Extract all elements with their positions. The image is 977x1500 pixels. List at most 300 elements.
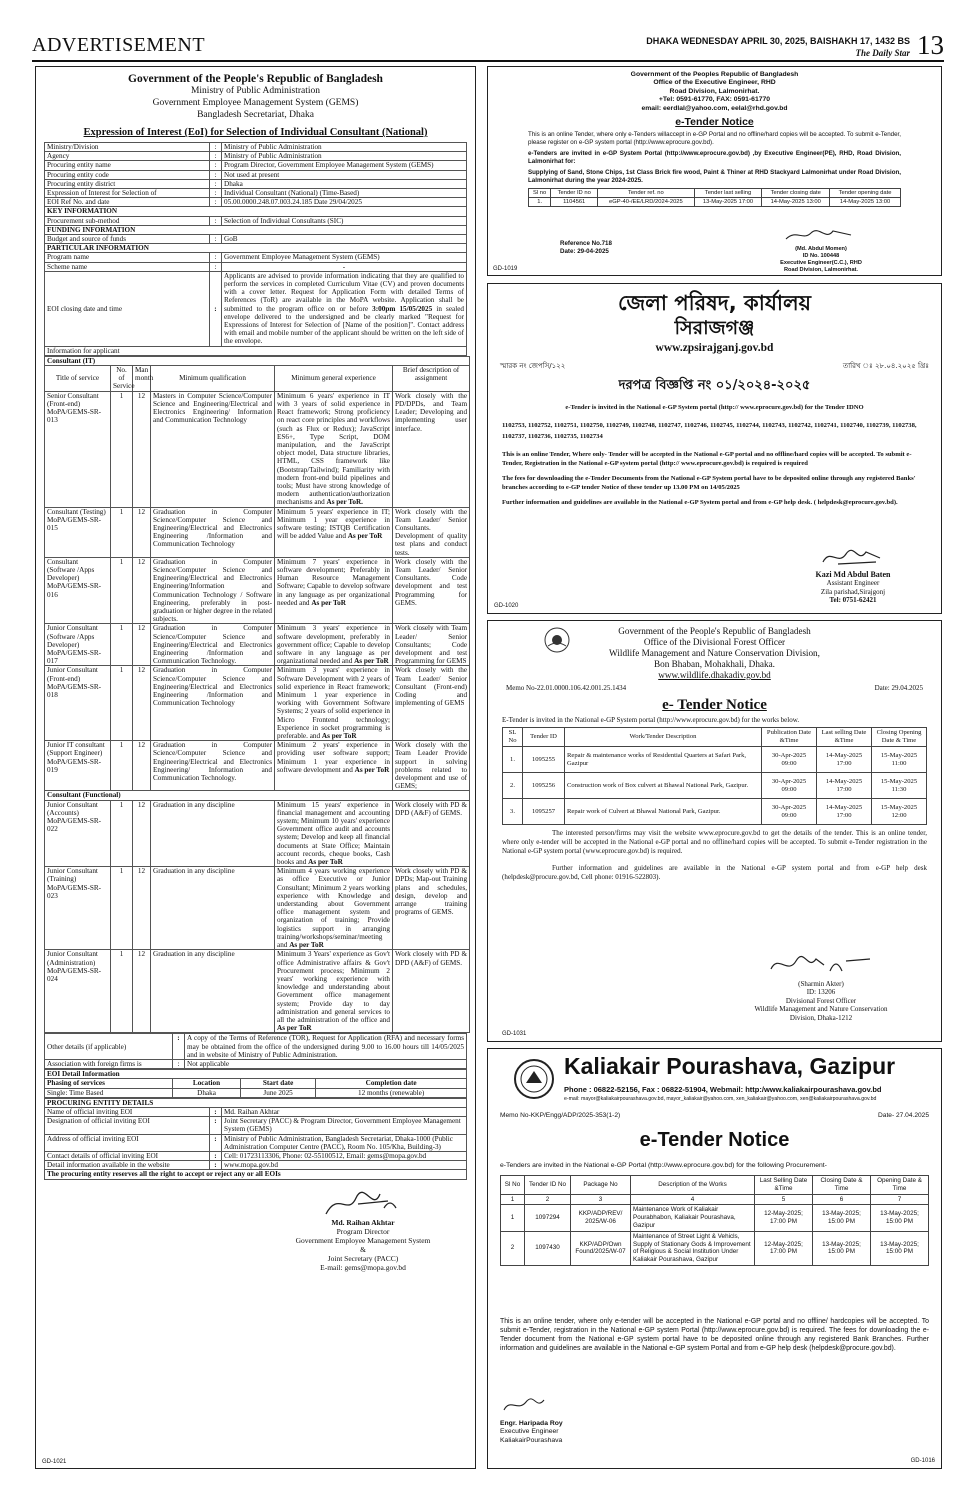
- consultant-it-label: Consultant (IT): [45, 356, 470, 365]
- forest-date: Date: 29.04.2025: [874, 684, 923, 692]
- key-info-label: KEY INFORMATION: [45, 207, 467, 216]
- forest-memo: Memo No-22.01.0000.106.42.001.25.1434: [506, 684, 627, 692]
- service-experience: [275, 391, 393, 507]
- colon: :: [210, 253, 222, 262]
- forest-division-line: Wildlife Management and Nature Conservation Division,: [609, 648, 820, 658]
- signature-image: [766, 951, 876, 977]
- rhd-col-opening: Tender opening date: [830, 189, 901, 198]
- zila-memo: স্মারক নং জেপসি/১২২: [500, 362, 566, 370]
- entity-value: Md. Raihan Akhtar: [222, 1107, 467, 1116]
- info-row: [45, 198, 467, 207]
- rhd-tender-ad: [487, 66, 942, 276]
- procuring-row: [45, 1098, 467, 1107]
- service-description: Work closely with PD & DPDs; Map-out Training plans and schedules, design, develop and arrange training programs of GEMS.: [393, 867, 470, 950]
- kali-cell: 1097294: [525, 1205, 571, 1231]
- info-applicant-label: Information for applicant: [45, 346, 467, 355]
- services-header: [45, 366, 470, 392]
- zila-title: জেলা পরিষদ, কার্যালয়: [617, 291, 812, 315]
- zila-p2: This is an online Tender, Where only- Tender will be accepted in the National e-GP portal and no offline/hard copies will be accepted. To submit e-Tender, Registration in the National e-GP system portal (http:// www.eprocure.gov.bd) is required is required: [502, 451, 912, 467]
- service-row: [45, 391, 470, 507]
- experience-tor: As per ToR: [321, 732, 357, 741]
- rhd-col-closing: Tender closing date: [762, 189, 830, 198]
- kali-cell: 13-May-2025; 15:00 PM: [813, 1205, 871, 1231]
- service-row: [45, 741, 470, 791]
- kali-cell: 13-May-2025; 15:00 PM: [813, 1231, 871, 1265]
- kali-number-cell: 2: [525, 1194, 571, 1205]
- forest-row: [503, 747, 927, 773]
- eoi-detail-row: [45, 1070, 467, 1079]
- colon: :: [210, 262, 222, 271]
- entity-value: Cell: 01723113306, Phone: 02-55100512, Email: gems@mopa.gov.bd: [222, 1151, 467, 1160]
- kali-memo-row: [500, 1112, 929, 1123]
- procurement-row: [45, 216, 467, 225]
- service-experience: [275, 741, 393, 791]
- location-value: Dhaka: [173, 1088, 241, 1097]
- procurement-value: Selection of Individual Consultants (SIC): [222, 216, 467, 225]
- zila-website: www.zpsirajganj.gov.bd: [655, 342, 774, 354]
- kali-date: Date- 27.04.2025: [878, 1112, 929, 1119]
- info-value: Dhaka: [222, 179, 467, 188]
- eoi-signature-block: [259, 1186, 467, 1272]
- forest-cell: Construction work of Box culvert at Bhawal National Park, Gazipur.: [565, 773, 762, 799]
- zila-p1: e-Tender is invited in the National e-GP System portal (http:// www.eprocure.gov.bd) for the Tender IDNO: [565, 404, 864, 411]
- colon: :: [210, 216, 222, 225]
- colon: :: [210, 235, 222, 244]
- forest-cell: 1095255: [523, 747, 565, 773]
- forest-row: [503, 799, 927, 825]
- info-applicant-row: [45, 346, 467, 355]
- forest-cell: 14-May-2025 17:00: [817, 773, 872, 799]
- zila-signer-tel: Tel: 0751-62421: [829, 596, 877, 604]
- rhd-cell: 14-May-2025 13:00: [830, 198, 901, 207]
- closing-text-b: in sealed envelope delivered to the undersigned and be clearly marked "Request for Expressions of Interest for Selection of [Name of the position]". Contact address with email and mobile number of the applicant should be written on the left side of the envelope.: [224, 304, 464, 346]
- forest-cell: 1095257: [523, 799, 565, 825]
- service-man-month: 12: [133, 391, 151, 507]
- signature-image: [818, 546, 888, 568]
- gd-code: GD-1021: [42, 1459, 67, 1465]
- forest-cell: Repair & maintenance works of Residential Quarters at Safari Park, Gazipur: [565, 747, 762, 773]
- service-title: Junior Consultant (Administration) MoPA/GEMS-SR-024: [45, 950, 111, 1033]
- info-value: 05.00.0000.248.07.003.24.185 Date 29/04/2025: [222, 198, 467, 207]
- experience-text: Minimum 3 years' experience in software development, preferably in government office; Capable to develop software in any language as per organizational needed and: [277, 624, 390, 666]
- rhd-col-id: Tender ID no: [551, 189, 598, 198]
- forest-gov-line: Government of the People's Republic of Bangladesh: [618, 626, 811, 636]
- forest-cell: 15-May-2025 11:30: [872, 773, 927, 799]
- kali-col-sl: Sl No: [501, 1176, 525, 1195]
- procuring-label: PROCURING ENTITY DETAILS: [45, 1098, 467, 1107]
- rhd-signer-id: ID No. 100448: [802, 253, 840, 259]
- rhd-title: e-Tender Notice: [675, 116, 754, 129]
- association-row: [45, 1059, 467, 1068]
- forest-cell: 30-Apr-2025 09:00: [762, 773, 817, 799]
- colon: :: [210, 198, 222, 207]
- service-title: Consultant (Testing) MoPA/GEMS-SR-015: [45, 507, 111, 557]
- rhd-col-sl: Sl no: [529, 189, 551, 198]
- service-title: Junior Consultant (Accounts) MoPA/GEMS-SR-022: [45, 800, 111, 867]
- forest-cell: 15-May-2025 11:00: [872, 747, 927, 773]
- col-no: No. of Service: [111, 366, 133, 392]
- service-title: Junior Consultant (Software /Apps Developer) MoPA/GEMS-SR-017: [45, 624, 111, 666]
- eoi-title: Expression of Interest (EoI) for Selection of Individual Consultant (National): [83, 127, 428, 138]
- particular-row: [45, 244, 467, 253]
- forest-signer-city: Division, Dhaka-1212: [789, 1013, 853, 1022]
- budget-label: Budget and source of funds: [45, 235, 210, 244]
- service-man-month: 12: [133, 950, 151, 1033]
- forest-cell: 30-Apr-2025 09:00: [762, 799, 817, 825]
- key-info-row: [45, 207, 467, 216]
- service-count: 1: [111, 391, 133, 507]
- service-qualification: Graduation in Computer Science/Computer Science and Engineering/Electrical and Electronics Engineering /Information and Communication Technology: [151, 666, 275, 741]
- rhd-date: Date: 29-04-2025: [560, 248, 609, 255]
- scheme-row: [45, 262, 467, 271]
- eoi-ministry-line: Ministry of Public Administration: [190, 86, 321, 96]
- info-label: EOI Ref No. and date: [45, 198, 210, 207]
- kali-col-id: Tender ID No: [525, 1176, 571, 1195]
- service-description: Work closely with PD & DPD (A&F) of GEMS.: [393, 800, 470, 867]
- service-qualification: Graduation in Computer Science/Computer Science and Engineering/Electrical and Electronics Engineering/ Information and Communication Technology.: [151, 741, 275, 791]
- info-label: Procuring entity district: [45, 179, 210, 188]
- service-description: Work closely with PD & DPD (A&F) of GEMS.: [393, 950, 470, 1033]
- kaliakair-tender-ad: [487, 1048, 942, 1469]
- gd-code: GD-1031: [502, 1031, 527, 1037]
- rhd-ref: Reference No.718: [560, 240, 612, 247]
- forest-cell: Repair work of Culvert at Bhawal National Park, Gazipur.: [565, 799, 762, 825]
- budget-value: GoB: [222, 235, 467, 244]
- service-row: [45, 666, 470, 741]
- info-value: Ministry of Public Administration: [222, 143, 467, 152]
- particular-label: PARTICULAR INFORMATION: [45, 244, 467, 253]
- info-row: [45, 161, 467, 170]
- kali-number-cell: 1: [501, 1194, 525, 1205]
- service-title: Consultant (Software /Apps Developer) MoPA/GEMS-SR-016: [45, 557, 111, 624]
- info-label: Procuring entity code: [45, 170, 210, 179]
- other-details-label: Other details (if applicable): [45, 1034, 173, 1060]
- kali-table-wrap: [500, 1175, 929, 1266]
- procurement-label: Procurement sub-method: [45, 216, 210, 225]
- experience-text: Minimum 6 years' experience in IT with 3 years of solid experience in React framework; Strong proficiency on react core principles and workflows (such as Flux or Redux); JavaScript ES6+, Type Script, DOM manipulation, and the JavaScript object model, Data structure libraries, HTML, CSS framework like (Bootstrap/Tailwind); Familiarity with modern front-end build pipelines and tools; Must have strong knowledge of modern authentication/authorization mechanisms and: [277, 391, 390, 507]
- closing-row: [45, 271, 467, 346]
- kali-cell: 1097430: [525, 1231, 571, 1265]
- rhd-gov-line: Government of the Peoples Republic of Bangladesh: [630, 71, 799, 78]
- experience-text: Minimum 3 Years' experience as Gov't office Administrative affairs & Gov't Procurement process; Minimum 2 years' working experience with knowledge and understanding about Government office management system; Provide day to day administration and general services to all the administration of the office and: [277, 950, 390, 1024]
- info-label: Expression of Interest for Selection of: [45, 189, 210, 198]
- kali-signature-block: [500, 1394, 563, 1445]
- kali-number-cell: 6: [813, 1194, 871, 1205]
- kali-cell: 13-May-2025; 15:00 PM: [871, 1205, 929, 1231]
- rhd-division-line: Road Division, Lalmonirhat.: [669, 87, 760, 95]
- completion-col: Completion date: [316, 1079, 467, 1088]
- entity-row: [45, 1151, 467, 1160]
- rhd-signer-title: Executive Engineer(C.C.), RHD: [780, 260, 862, 266]
- eoi-details-table: [44, 1033, 467, 1069]
- service-man-month: 12: [133, 867, 151, 950]
- service-experience: [275, 624, 393, 666]
- bangladesh-emblem-icon: [544, 627, 570, 658]
- signer-title-2: Joint Secretary (PACC): [327, 1253, 399, 1263]
- association-label: Association with foreign firms is: [45, 1059, 173, 1068]
- colon: :: [210, 1134, 222, 1151]
- experience-tor: As per ToR: [277, 1024, 312, 1033]
- forest-address-line: Bon Bhaban, Mohakhali, Dhaka.: [654, 659, 775, 669]
- closing-deadline: 3:00pm 15/05/2025: [372, 304, 433, 313]
- colon: :: [210, 1107, 222, 1116]
- kali-signer-name: Engr. Haripada Roy: [500, 1419, 563, 1427]
- kali-cell: 12-May-2025; 17:00 PM: [755, 1205, 813, 1231]
- rhd-p3: Supplying of Sand, Stone Chips, 1st Class Brick fire wood, Paint & Thiner at RHD Stackyard Lalmonirhat under Road Division, Lalmonirhat during the year 2024-2025.: [528, 169, 901, 185]
- rhd-office-line: Office of the Executive Engineer, RHD: [653, 79, 776, 87]
- entity-label: Detail information available in the website: [45, 1161, 210, 1170]
- zila-p4: Further information and guidelines are available in the National e-GP System portal and from e-GP help desk. ( helpdesk@eprocure.gov.bd).: [502, 499, 898, 506]
- service-experience: [275, 800, 393, 867]
- rhd-table: [528, 188, 901, 207]
- colon: :: [210, 143, 222, 152]
- experience-text: Minimum 4 years working experience as office Executive or Junior Consultant; Minimum 2 years working experience with Knowledge and understanding about Government office management system and organization of training; Provide logistics support in arranging training/workshops/seminar/meeting and: [277, 867, 390, 950]
- forest-memo-row: [506, 684, 923, 695]
- info-label: Ministry/Division: [45, 143, 210, 152]
- closing-text-a: Applicants are advised to provide information indicating that they are qualified to perform the services in completed Curriculum Vitae (CV) and proven documents with a cover letter. Request for Application Form with detailed Terms of References (ToR) are available in the MoPA website. Application shall be submitted to the program office on or before: [224, 271, 464, 313]
- kali-p1: This is an online tender, where only e-tender will be accepted in the National e-GP portal and no offline/ hardcopies will be accepted. To submit e-Tender, registration in the National e-GP system Portal (http://www.eprocure.gov.bd) is required. The fees for downloading the e-Tender document from the National e-GP system portal have to be deposited online through any registered Bank Branches. Further information and guidelines are available in the National e-GP system Portal and from e-GP help desk (helpdesk@procure.gov.bd).: [500, 1318, 929, 1352]
- entity-row: [45, 1161, 467, 1170]
- rhd-signature-block: [766, 227, 876, 274]
- gd-code: GD-1019: [493, 266, 518, 272]
- service-title: Junior Consultant (Front-end) MoPA/GEMS-SR-018: [45, 666, 111, 741]
- service-man-month: 12: [133, 507, 151, 557]
- rhd-p2: e-Tenders are invited in e-GP System Portal (http://www.eprocure.gov.bd) ,by Executive Engineer(PE), RHD, Road Division, Lalmonirhat for:: [528, 150, 901, 166]
- service-man-month: 12: [133, 624, 151, 666]
- zila-parishad-ad: [487, 283, 942, 614]
- kali-signer-title: Executive Engineer: [500, 1428, 559, 1436]
- forest-col-sl: SL No: [503, 728, 523, 747]
- experience-tor: As per ToR: [311, 598, 346, 607]
- kali-phone: Phone : 06822-52156, Fax : 06822-51904, Webmail: http:/www.kaliakairpourashava.gov.bd: [564, 1085, 882, 1094]
- service-qualification: Graduation in Computer Science/Computer Science and Engineering/Electrical and Electronics Engineering /Information and Communication Technology.: [151, 624, 275, 666]
- col-title: Title of service: [45, 366, 111, 392]
- experience-tor: As per ToR: [354, 765, 390, 774]
- service-man-month: 12: [133, 741, 151, 791]
- forest-header-row: [503, 728, 927, 747]
- rhd-p1: This is an online Tender, where only e-Tenders willaccept in e-GP Portal and no offline/hard copies will be accepted. To submit e-Tender, please register on e-GP system portal (http://www.eprocure.gov.bd).: [528, 131, 901, 147]
- entity-label: Name of official inviting EOI: [45, 1107, 210, 1116]
- kali-number-cell: 5: [755, 1194, 813, 1205]
- closing-value: [222, 271, 467, 346]
- forest-office-line: Office of the Divisional Forest Officer: [643, 637, 786, 647]
- forest-signer-name: (Sharmin Akter): [798, 979, 844, 988]
- service-qualification: Graduation in any discipline: [151, 800, 275, 867]
- other-details-value: A copy of the Terms of Reference (TOR), Request for Application (RFA) and necessary forms may be obtained from the office of the undersigned during 9.00 to 16.00 hours till 14/05/2025 and in website of Ministry of Public Administration.: [185, 1034, 467, 1060]
- zila-signer-name: Kazi Md Abdul Baten: [815, 569, 891, 579]
- experience-text: Minimum 2 years' experience in providing user software support; Minimum 1 year experience in software development and: [277, 741, 390, 774]
- dateline: DHAKA WEDNESDAY APRIL 30, 2025, BAISHAKH 17, 1432 BS: [646, 36, 910, 46]
- program-value: Government Employee Management System (GEMS): [222, 253, 467, 262]
- consultant-fn-row: [45, 791, 470, 800]
- kali-email: e-mail: mayor@kaliakairpourashava.gov.bd, mayor_kaliakair@yahoo.com, xen_kaliakair@yahoo.com, xen@kaliakairpourashava.gov.bd: [564, 1096, 877, 1102]
- info-value: Not used at present: [222, 170, 467, 179]
- info-label: Procuring entity name: [45, 161, 210, 170]
- program-row: [45, 253, 467, 262]
- kali-number-cell: 3: [571, 1194, 631, 1205]
- kali-notice: e-Tender Notice: [639, 1129, 790, 1151]
- signer-email: E-mail: gems@mopa.gov.bd: [320, 1262, 406, 1272]
- info-row: [45, 152, 467, 161]
- col-qual: Minimum qualification: [151, 366, 275, 392]
- info-label: Agency: [45, 152, 210, 161]
- forest-signer-title: Divisional Forest Officer: [785, 996, 857, 1005]
- scheme-value: -: [222, 262, 467, 271]
- forest-col-id: Tender ID: [523, 728, 565, 747]
- info-value: Individual Consultant (National) (Time-Based): [222, 189, 467, 198]
- kali-cell: 13-May-2025; 15:00 PM: [871, 1231, 929, 1265]
- rhd-signer-name: (Md. Abdul Momen): [795, 246, 847, 252]
- experience-tor: As per ToR: [289, 941, 324, 950]
- forest-cell: 14-May-2025 17:00: [817, 799, 872, 825]
- signature-image: [781, 227, 861, 243]
- phase-value: Single: Time Based: [45, 1088, 173, 1097]
- kali-col-desc: Description of the Works: [631, 1176, 755, 1195]
- kali-number-row: [501, 1194, 929, 1205]
- service-description: Work closely with the Team Leader/ Senior Consultants. Code development and test Programming for GEMS.: [393, 557, 470, 624]
- service-qualification: Graduation in Computer Science/Computer Science and Engineering/Electrical and Electronics Engineering/Information and Communication Technology / Software Engineering, preferably in post-graduation or higher degree in the related subjects.: [151, 557, 275, 624]
- forest-signer-id: ID: 13206: [806, 988, 836, 997]
- service-qualification: Graduation in any discipline: [151, 867, 275, 950]
- colon: :: [210, 161, 222, 170]
- forest-cell: 1095256: [523, 773, 565, 799]
- other-details-row: [45, 1034, 467, 1060]
- service-count: 1: [111, 950, 133, 1033]
- service-experience: [275, 507, 393, 557]
- rhd-cell: 14-May-2025 13:00: [762, 198, 830, 207]
- page-number: 13: [917, 30, 944, 60]
- completion-value: 12 months (renewable): [316, 1088, 467, 1097]
- entity-value: Joint Secretary (PACC) & Program Director, Government Employee Management System (GEMS): [222, 1117, 467, 1134]
- service-description: Work closely with the Team Leader/ Senior Consultants. Development of quality test plans and conduct tests.: [393, 507, 470, 557]
- kali-col-selling: Last Selling Date &Time: [755, 1176, 813, 1195]
- kali-signer-office: KaliakairPourashava: [500, 1436, 563, 1444]
- newspaper-name: The Daily Star: [855, 48, 910, 58]
- zila-p3: The fees for downloading the e-Tender Documents from the National e-GP System portal have to be deposited online through any registered Banks' branches according to e-GP tender Notice of these tender up 13.00 PM on 14/05/2025: [502, 475, 916, 491]
- service-row: [45, 950, 470, 1033]
- zila-subtitle: সিরাজগঞ্জ: [674, 317, 755, 339]
- start-col: Start date: [241, 1079, 316, 1088]
- forest-cell: 2.: [503, 773, 523, 799]
- forest-signer-division: Wildlife Management and Nature Conservation: [754, 1005, 888, 1014]
- service-description: Work closely with Team Leader/ Senior Consultants; Code development and test Programming for GEMS: [393, 624, 470, 666]
- entity-row: [45, 1134, 467, 1151]
- service-experience: [275, 950, 393, 1033]
- service-qualification: Graduation in any discipline: [151, 950, 275, 1033]
- scheme-label: Scheme name: [45, 262, 210, 271]
- colon: :: [210, 1117, 222, 1134]
- budget-row: [45, 235, 467, 244]
- info-row: [45, 189, 467, 198]
- funding-row: [45, 225, 467, 234]
- zila-signer-office: Zila parishad,Sirajgonj: [820, 587, 886, 596]
- service-experience: [275, 557, 393, 624]
- service-count: 1: [111, 741, 133, 791]
- pourashava-logo-icon: [514, 1059, 554, 1104]
- kali-cell: 12-May-2025; 17:00 PM: [755, 1231, 813, 1265]
- experience-tor: As per ToR.: [326, 498, 363, 507]
- experience-text: Minimum 5 years' experience in IT; Minimum 1 year experience in software testing; ISTQB Certification will be added Value and: [277, 507, 390, 541]
- rhd-col-ref: Tender ref. no: [598, 189, 695, 198]
- experience-text: Minimum 3 years' experience in Software Development with 2 years of solid experience in React framework; Minimum 1 year experience in working with Government Software Systems; 2 years of solid experience in Micro Frontend technology; Experience in socket programming is preferable. and: [277, 666, 390, 741]
- association-value: Not applicable: [185, 1059, 467, 1068]
- service-count: 1: [111, 666, 133, 741]
- forest-cell: 3.: [503, 799, 523, 825]
- experience-tor: As per ToR: [354, 657, 389, 666]
- experience-text: Minimum 7 years' experience in software development; Preferably in Human Resource Management Software; Capable to develop software in any language as per organizational needed and: [277, 557, 390, 607]
- kali-cell: Maintenance of Street Light & Vehicls, Supply of Stationary Gods & Improvement of Religious & Social Institution Under Kaliakair Pourashava, Gazipur: [631, 1231, 755, 1265]
- zila-heading: দরপত্র বিজ্ঞপ্তি নং ০১/২০২৪-২০২৫: [618, 378, 811, 393]
- entity-value: www.mopa.gov.bd: [222, 1161, 467, 1170]
- colon: :: [173, 1059, 185, 1068]
- service-experience: [275, 867, 393, 950]
- zila-date: তারিখ ঃ ২৮.০৪.২০২৫ খ্রিঃ: [842, 362, 929, 370]
- forest-website: www.wildlife.dhakadiv.gov.bd: [658, 670, 771, 680]
- eoi-info-table: [44, 142, 467, 356]
- service-row: [45, 800, 470, 867]
- phase-row: [45, 1088, 467, 1097]
- signer-org: Government Employee Management System: [295, 1235, 431, 1245]
- service-count: 1: [111, 624, 133, 666]
- service-row: [45, 624, 470, 666]
- rhd-col-selling: Tender last selling: [694, 189, 762, 198]
- consultant-it-row: [45, 356, 470, 365]
- signer-title: Program Director: [336, 1226, 390, 1236]
- rhd-signer-division: Road Division, Lalmonirhat.: [784, 267, 858, 273]
- kali-row: [501, 1205, 929, 1231]
- forest-cell: 14-May-2025 17:00: [817, 747, 872, 773]
- forest-tender-ad: [487, 620, 942, 1042]
- rhd-body: [488, 131, 941, 207]
- entity-label: Address of official inviting EOI: [45, 1134, 210, 1151]
- kali-cell: 1: [501, 1205, 525, 1231]
- experience-tor: As per ToR: [308, 858, 343, 867]
- service-title: Junior IT consultant (Support Engineer) MoPA/GEMS-SR-019: [45, 741, 111, 791]
- rhd-cell: 1104561: [551, 198, 598, 207]
- zila-signer-title: Assistant Engineer: [826, 579, 880, 587]
- forest-table-wrap: [488, 727, 941, 825]
- kali-cell: KKP/ADP/Own Found/2025/W-07: [571, 1231, 631, 1265]
- kali-cell: KKP/ADP/REV/ 2025/W-06: [571, 1205, 631, 1231]
- start-value: June 2025: [241, 1088, 316, 1097]
- closing-label: EOI closing date and time: [45, 271, 210, 346]
- service-count: 1: [111, 867, 133, 950]
- entity-row: [45, 1107, 467, 1116]
- service-man-month: 12: [133, 666, 151, 741]
- kali-col-opening: Opening Date & Time: [871, 1176, 929, 1195]
- eoi-advertisement: [35, 66, 476, 1469]
- col-exp: Minimum general experience: [275, 366, 393, 392]
- forest-table: [502, 727, 927, 825]
- rhd-cell: 13-May-2025 17:00: [694, 198, 762, 207]
- service-count: 1: [111, 507, 133, 557]
- info-row: [45, 179, 467, 188]
- colon: :: [210, 271, 222, 346]
- colon: :: [210, 1161, 222, 1170]
- service-count: 1: [111, 557, 133, 624]
- forest-col-closing: Closing Opening Date & Time: [872, 728, 927, 747]
- forest-cell: 30-Apr-2025 09:00: [762, 747, 817, 773]
- service-man-month: 12: [133, 800, 151, 867]
- kali-table: [500, 1175, 929, 1266]
- phase-header-row: [45, 1079, 467, 1088]
- colon: :: [210, 152, 222, 161]
- forest-intro: E-Tender is invited in the National e-GP System portal (http://www.eprocure.gov.bd) for the works below.: [502, 716, 800, 724]
- kali-memo: Memo No-KKP/Engg/ADP/2025-353(1-2): [500, 1112, 621, 1119]
- forest-col-selling: Last selling Date &Time: [817, 728, 872, 747]
- service-title: Senior Consultant (Front-end) MoPA/GEMS-SR-013: [45, 391, 111, 507]
- colon: :: [173, 1034, 185, 1060]
